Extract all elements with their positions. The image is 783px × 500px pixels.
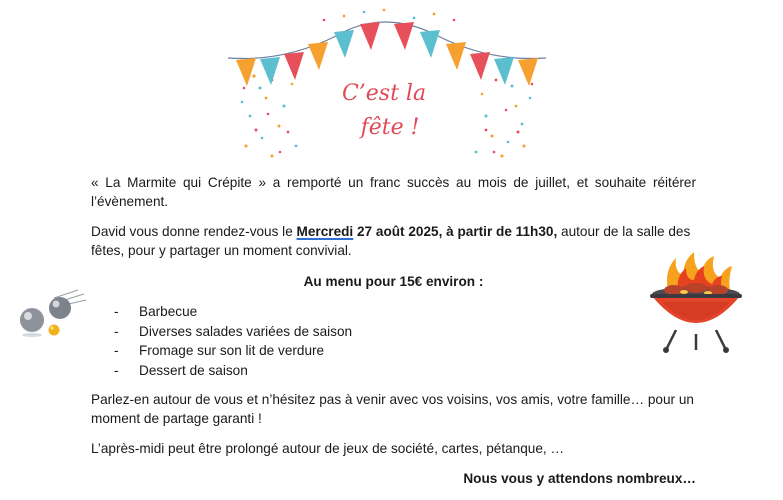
party-banner-illustration (224, 6, 550, 164)
petanque-balls-icon (14, 288, 90, 344)
list-dash: - (114, 343, 119, 359)
banner-title-line2: fête ! (360, 115, 420, 140)
menu-heading-text: Au menu pour 15€ environ : (303, 274, 484, 289)
pennant-flag (260, 57, 280, 85)
pennant-flag (236, 58, 256, 86)
pennant-flag (334, 30, 354, 58)
event-details-paragraph (91, 222, 696, 260)
menu-heading (91, 272, 696, 291)
menu-list (114, 302, 352, 380)
pennant-garland-icon (224, 6, 550, 164)
closing-text: Nous vous y attendons nombreux… (463, 471, 696, 486)
banner-title-line1: C’est la (341, 81, 427, 106)
list-item (114, 361, 352, 381)
garland-strings (228, 22, 546, 59)
event-day-link[interactable]: Mercredi (296, 224, 354, 239)
pennant-flag (470, 52, 490, 80)
list-dash: - (114, 323, 119, 339)
menu-item-label: Diverses salades variées de saison (139, 323, 353, 339)
menu-item-label: Barbecue (139, 304, 198, 319)
pennants (236, 22, 538, 86)
menu-item-label: Dessert de saison (139, 362, 248, 378)
pennant-flag (308, 42, 328, 70)
afternoon-paragraph: L’après-midi peut être prolongé autour de jeux de société, cartes, pétanque, … (91, 441, 565, 456)
list-item (114, 322, 352, 342)
details-prefix: David vous donne rendez-vous le (91, 224, 297, 239)
intro-paragraph: « La Marmite qui Crépite » a remporté un franc succès au mois de juillet, et souhaite réitérer l’évènement. (91, 175, 696, 209)
event-date-time: 27 août 2025, à partir de 11h30, (353, 224, 558, 239)
pennant-flag (360, 22, 380, 50)
list-item (114, 302, 352, 322)
pennant-flag (446, 42, 466, 70)
menu-item-label: Fromage sur son lit de verdure (139, 343, 325, 359)
invite-paragraph: Parlez-en autour de vous et n’hésitez pas à venir avec vos voisins, vos amis, votre famille… pour un moment de partage garanti ! (91, 392, 694, 426)
pennant-flag (394, 22, 414, 50)
list-item (114, 341, 352, 361)
pennant-flag (284, 52, 304, 80)
details-suffix: autour de la salle des fêtes, pour y partager un moment convivial. (91, 224, 691, 258)
pennant-flag (518, 58, 538, 86)
list-dash: - (114, 304, 119, 319)
pennant-flag (420, 30, 440, 58)
barbecue-grill-icon (638, 250, 756, 354)
closing-line (91, 469, 696, 488)
list-dash: - (114, 362, 119, 378)
